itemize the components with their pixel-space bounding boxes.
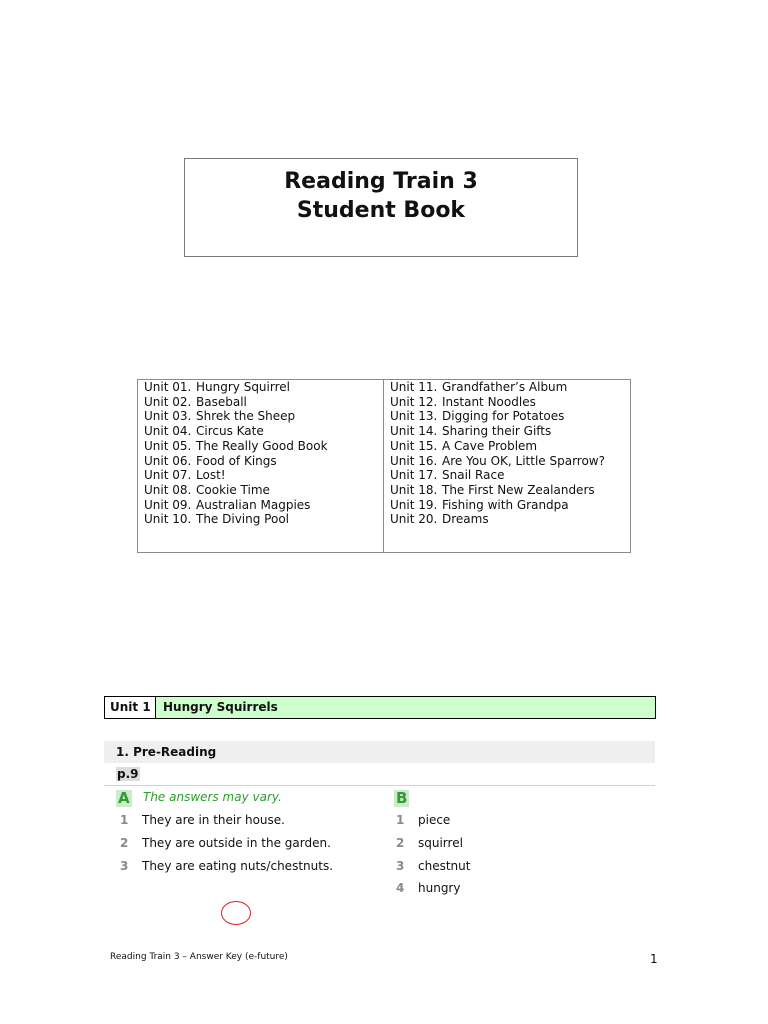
part-a-letter: A	[118, 789, 130, 807]
part-a-note: The answers may vary.	[143, 790, 282, 804]
unit-list-item: Unit 01. Hungry Squirrel	[144, 380, 290, 394]
section-heading: 1. Pre-Reading	[104, 741, 655, 763]
unit-label: Unit 1	[105, 697, 156, 718]
page-reference-label: p.9	[117, 767, 139, 781]
unit-title: Hungry Squirrels	[156, 697, 655, 718]
page-number: 1	[650, 952, 658, 966]
unit-list-item: Unit 13. Digging for Potatoes	[390, 409, 565, 424]
unit-list-item: Unit 11. Grandfather’s Album	[390, 380, 568, 394]
unit-header	[104, 696, 656, 719]
unit-list-item: Unit 07. Lost!	[144, 468, 226, 483]
book-title-box	[184, 158, 578, 257]
book-title: Reading Train 3	[284, 169, 478, 194]
unit-list-item: Unit 10. The Diving Pool	[144, 512, 290, 527]
red-circle-annotation	[221, 901, 251, 925]
unit-list-item: Unit 15. A Cave Problem	[390, 438, 538, 453]
unit-list-item: Unit 05. The Really Good Book	[144, 438, 328, 453]
units-table	[137, 379, 631, 553]
unit-list-item: Unit 06. Food of Kings	[144, 453, 277, 468]
book-subtitle: Student Book	[296, 198, 466, 223]
unit-list-item: Unit 08. Cookie Time	[144, 482, 270, 497]
unit-list-item: Unit 14. Sharing their Gifts	[390, 424, 552, 439]
page-reference	[104, 764, 655, 786]
unit-list-item: Unit 02. Baseball	[144, 394, 247, 409]
page-footer: Reading Train 3 – Answer Key (e-future)	[110, 952, 288, 962]
part-b-letter: B	[396, 789, 408, 807]
unit-list-item: Unit 17. Snail Race	[390, 468, 505, 483]
unit-list-item: Unit 12. Instant Noodles	[390, 394, 536, 409]
unit-list-item: Unit 03. Shrek the Sheep	[144, 409, 296, 424]
unit-list-item: Unit 16. Are You OK, Little Sparrow?	[390, 453, 605, 468]
unit-list-item: Unit 20. Dreams	[390, 512, 489, 527]
unit-list-item: Unit 04. Circus Kate	[144, 424, 264, 439]
unit-list-item: Unit 09. Australian Magpies	[144, 497, 311, 512]
unit-list-item: Unit 19. Fishing with Grandpa	[390, 497, 569, 512]
unit-list-item: Unit 18. The First New Zealanders	[390, 482, 595, 497]
units-column-right	[383, 380, 630, 552]
units-column-left	[138, 380, 383, 552]
